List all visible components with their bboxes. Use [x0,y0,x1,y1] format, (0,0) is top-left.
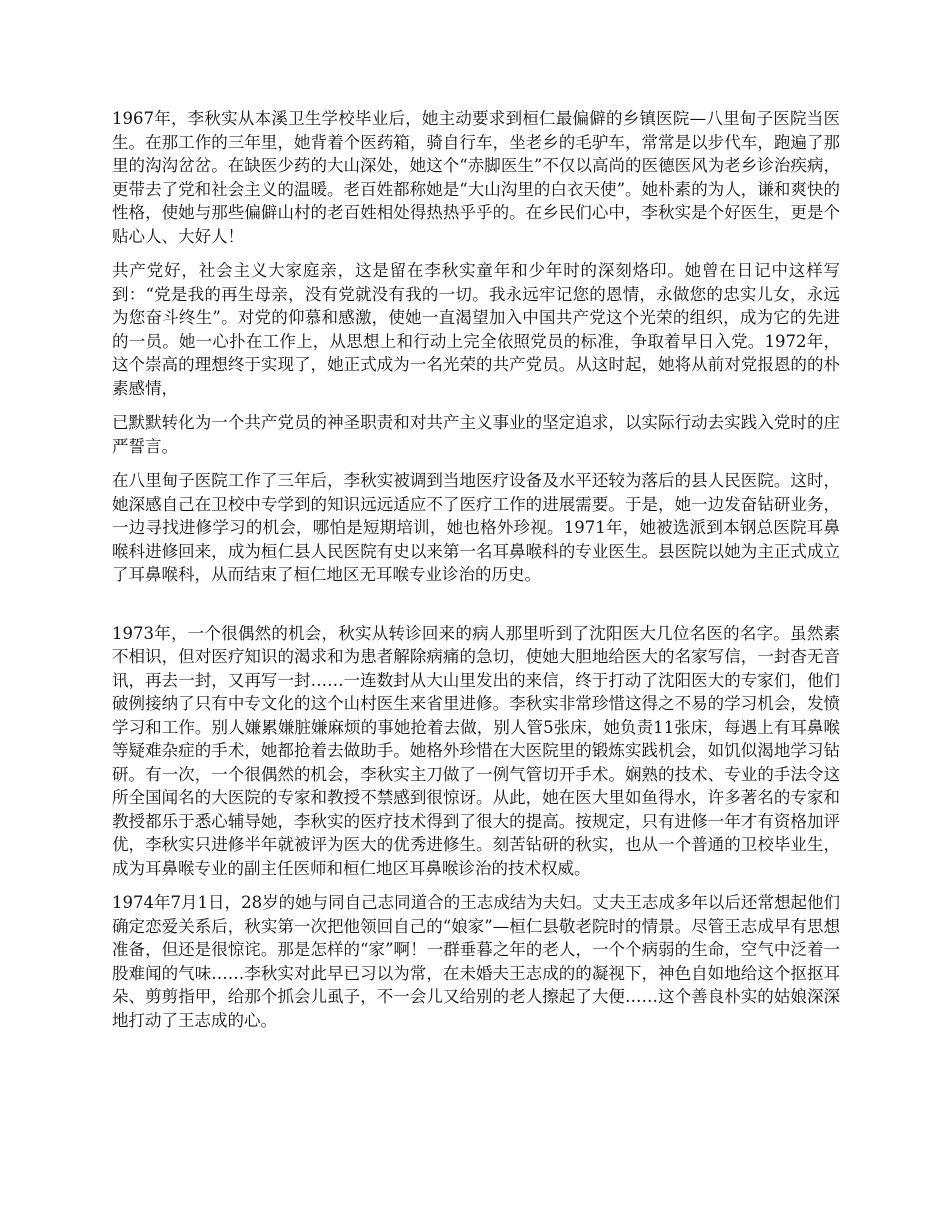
paragraph-4: 在八里甸子医院工作了三年后，李秋实被调到当地医疗设备及水平还较为落后的县人民医院。这时，她深感自己在卫校中专学到的知识远远适应不了医疗工作的进展需要。于是，她一边发奋钻研业务，一边寻找进修学习的机会，哪怕是短期培训，她也格外珍视。1971年，她被选派到本钢总医院耳鼻喉科进修回来，成为桓仁县人民医院有史以来第一名耳鼻喉科的专业医生。县医院以她为主正式成立了耳鼻喉科，从而结束了桓仁地区无耳喉专业诊治的历史。 [112,471,840,584]
section-gap [112,598,840,622]
paragraph-6: 1974年7月1日，28岁的她与同自己志同道合的王志成结为夫妇。丈夫王志成多年以后还常想起他们确定恋爱关系后，秋实第一次把他领回自己的“娘家”—桓仁县敬老院时的情景。尽管王志成早有思想准备，但还是很惊诧。那是怎样的“家”啊！一群垂暮之年的老人，一个个病弱的生命，空气中泛着一股难闻的气味……李秋实对此早已习以为常，在未婚夫王志成的的凝视下，神色自如地给这个抠抠耳朵、剪剪指甲，给那个抓会儿虱子，不一会儿又给别的老人擦起了大便……这个善良朴实的姑娘深深地打动了王志成的心。 [112,893,840,1030]
document-body [112,107,840,1043]
paragraph-5: 1973年，一个很偶然的机会，秋实从转诊回来的病人那里听到了沈阳医大几位名医的名字。虽然素不相识，但对医疗知识的渴求和为患者解除病痛的急切，使她大胆地给医大的名家写信，一封杳无音讯，再去一封，又再写一封……一连数封从大山里发出的来信，终于打动了沈阳医大的专家们，他们破例接纳了只有中专文化的这个山村医生来省里进修。李秋实非常珍惜这得之不易的学习机会，发愤学习和工作。别人嫌累嫌脏嫌麻烦的事她抢着去做，别人管5张床，她负责11张床，每遇上有耳鼻喉等疑难杂症的手术，她都抢着去做助手。她格外珍惜在大医院里的锻炼实践机会，如饥似渴地学习钻研。有一次，一个很偶然的机会，李秋实主刀做了一例气管切开手术。娴熟的技术、专业的手法令这所全国闻名的大医院的专家和教授不禁感到很惊讶。从此，她在医大里如鱼得水，许多著名的专家和教授都乐于悉心辅导她，李秋实的医疗技术得到了很大的提高。按规定，只有进修一年才有资格加评优，李秋实只进修半年就被评为医大的优秀进修生。刻苦钻研的秋实，也从一个普通的卫校毕业生，成为耳鼻喉专业的副主任医师和桓仁地区耳鼻喉诊治的技术权威。 [112,623,840,878]
paragraph-2: 共产党好，社会主义大家庭亲，这是留在李秋实童年和少年时的深刻烙印。她曾在日记中这样写到：“党是我的再生母亲，没有党就没有我的一切。我永远牢记您的恩情，永做您的忠实儿女，永远为您奋斗终生”。对党的仰慕和感激，使她一直渴望加入中国共产党这个光荣的组织，成为它的先进的一员。她一心扑在工作上，从思想上和行动上完全依照党员的标准，争取着早日入党。1972年，这个崇高的理想终于实现了，她正式成为一名光荣的共产党员。从这时起，她将从前对党报恩的的朴素感情， [112,261,840,398]
paragraph-3: 已默默转化为一个共产党员的神圣职责和对共产主义事业的坚定追求，以实际行动去实践入党时的庄严誓言。 [112,413,840,456]
paragraph-1: 1967年，李秋实从本溪卫生学校毕业后，她主动要求到桓仁最偏僻的乡镇医院—八里甸子医院当医生。在那工作的三年里，她背着个医药箱，骑自行车，坐老乡的毛驴车，常常是以步代车，跑遍了那里的沟沟岔岔。在缺医少药的大山深处，她这个“赤脚医生”不仅以高尚的医德医风为老乡诊治疾病，更带去了党和社会主义的温暖。老百姓都称她是“大山沟里的白衣天使”。她朴素的为人，谦和爽快的性格，使她与那些偏僻山村的老百姓相处得热热乎乎的。在乡民们心中，李秋实是个好医生，更是个贴心人、大好人！ [112,109,840,246]
